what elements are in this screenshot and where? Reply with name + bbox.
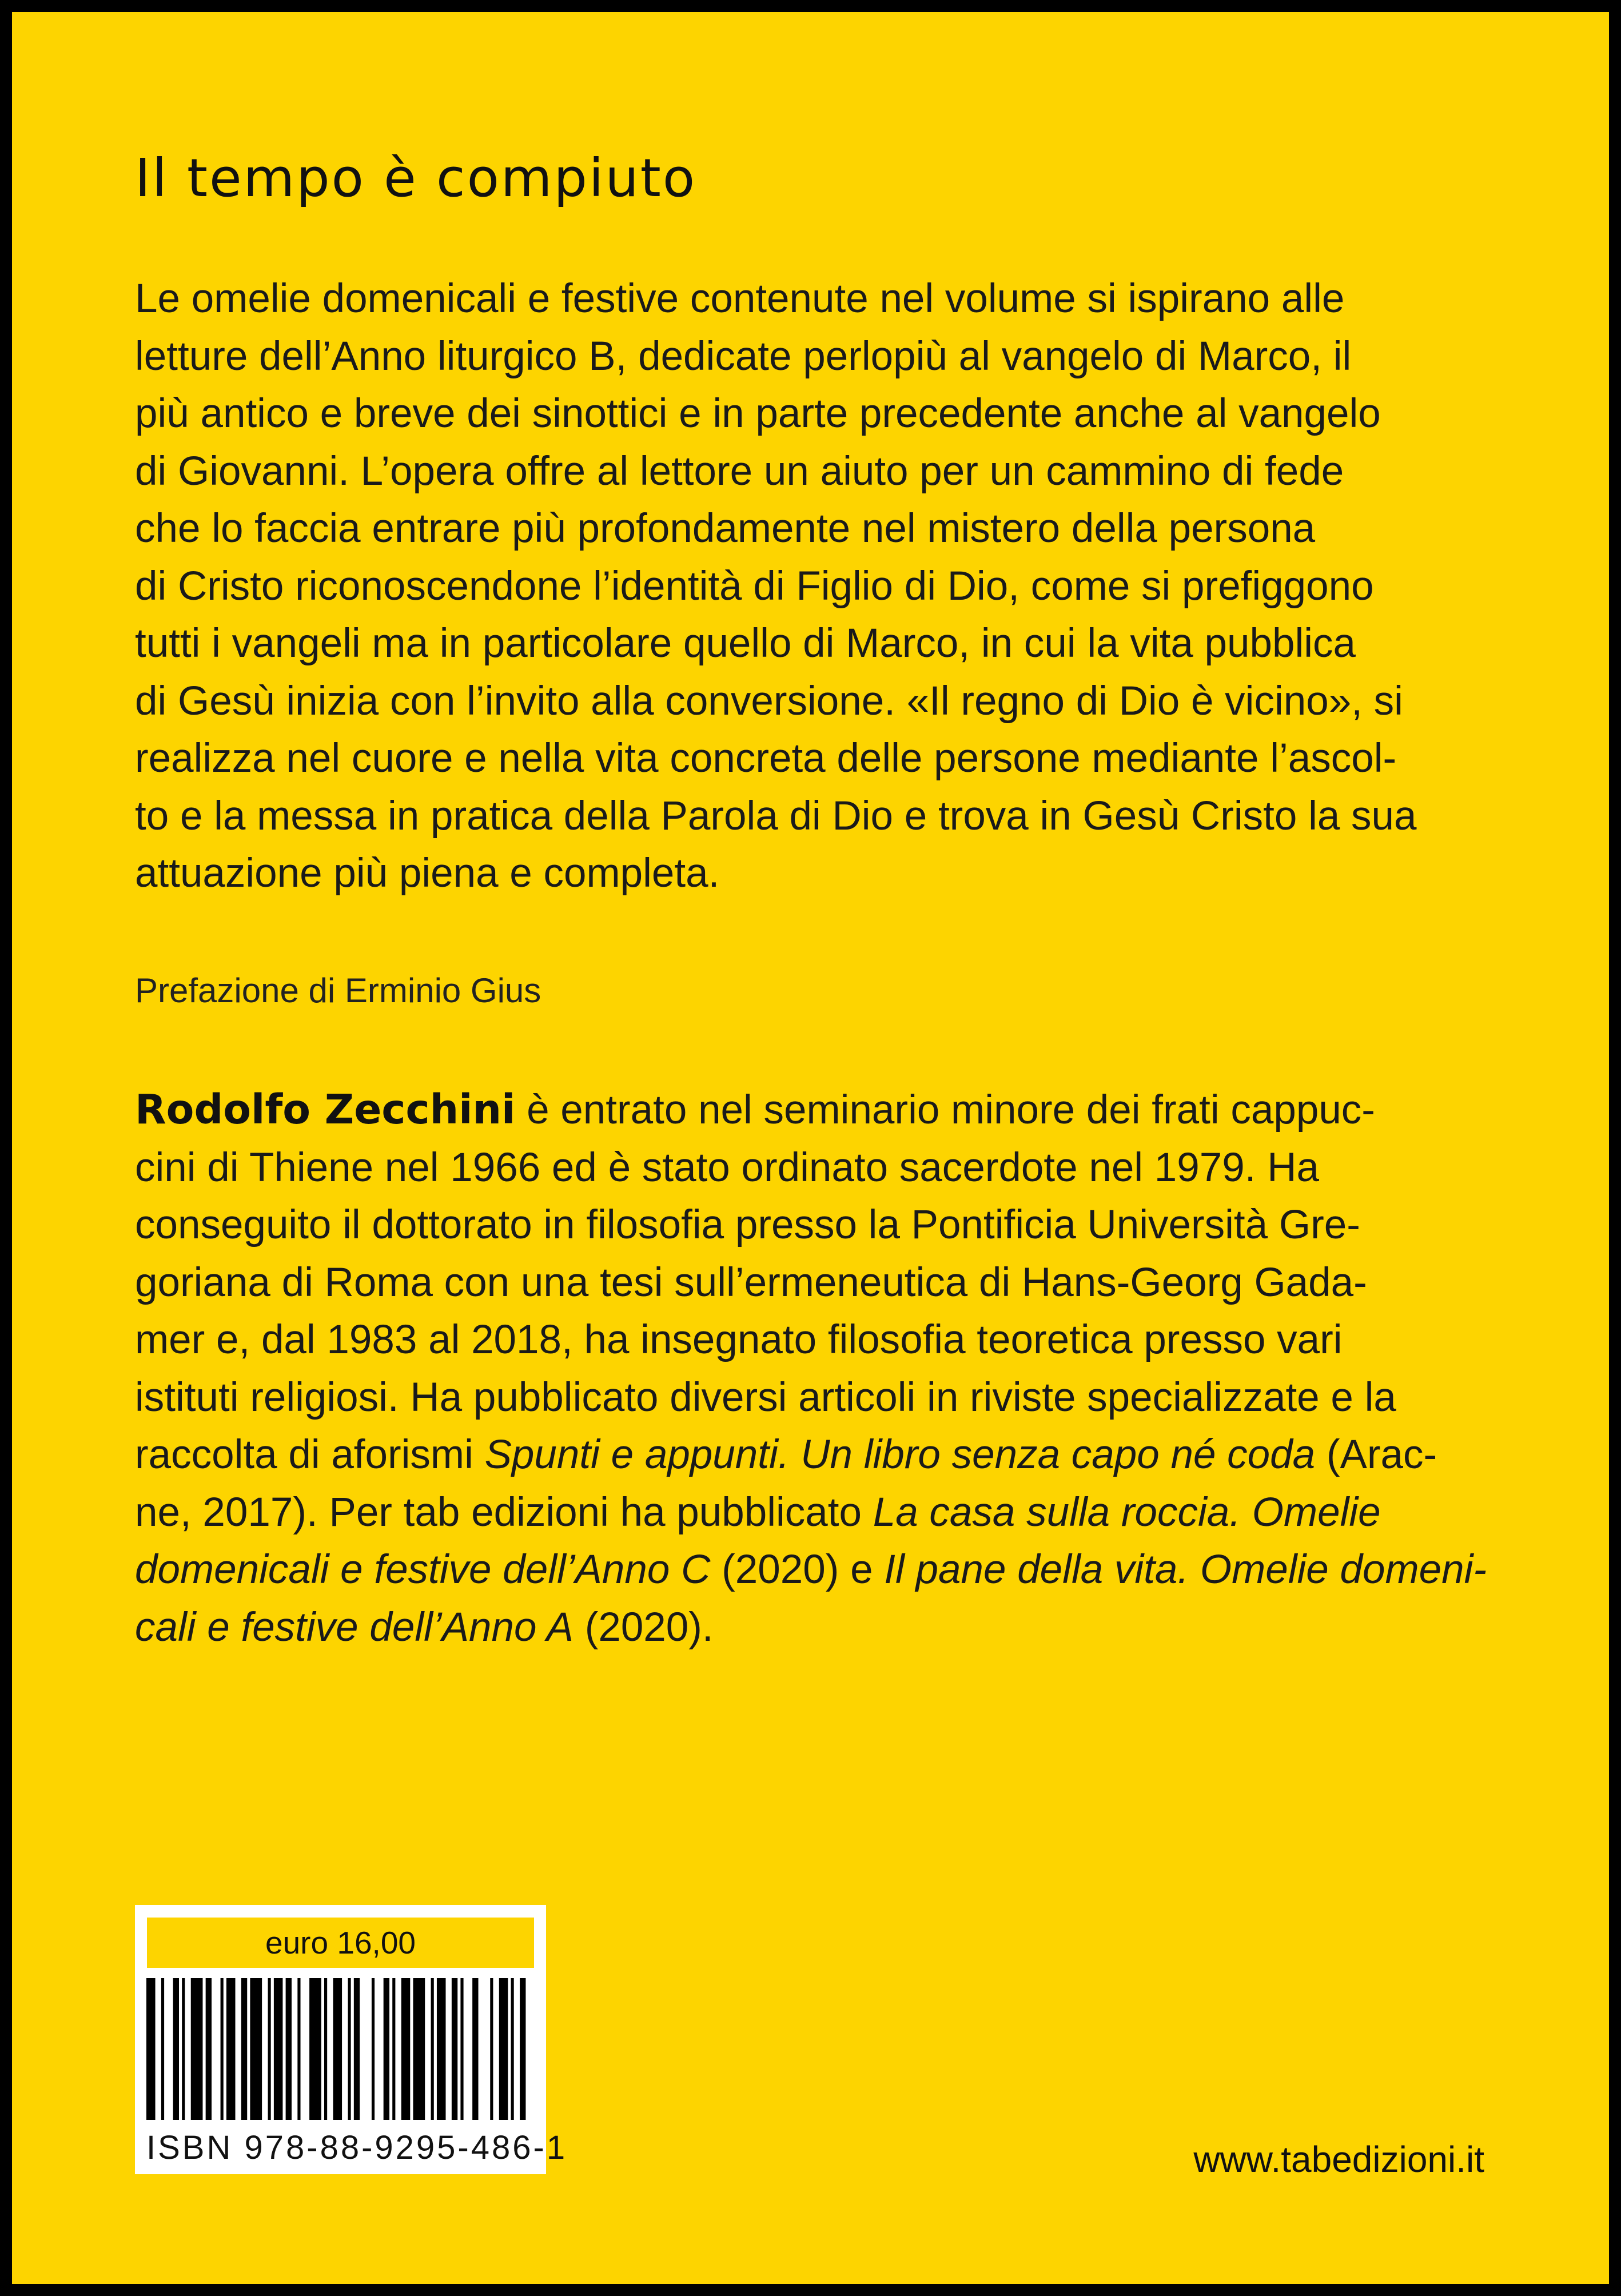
barcode-bar [274, 1978, 283, 2120]
bio-line: conseguito il dottorato in filosofia presso la Pontificia Università Gre- [135, 1202, 1360, 1247]
barcode-bar [191, 1978, 203, 2120]
barcode-bar [401, 1978, 411, 2120]
bio-line [135, 1599, 1503, 1657]
book-title-italic: Spunti e appunti. Un libro senza capo né coda [484, 1432, 1316, 1477]
barcode-bar [206, 1978, 212, 2120]
bio-line: istituti religiosi. Ha pubblicato diversi articoli in riviste specializzate e la [135, 1374, 1396, 1420]
barcode-bar [226, 1978, 236, 2120]
bio-line: cini di Thiene nel 1966 ed è stato ordinato sacerdote nel 1979. Ha [135, 1145, 1319, 1190]
description-line: di Giovanni. L’opera offre al lettore un aiuto per un cammino di fede [135, 448, 1344, 494]
barcode-bar [173, 1978, 179, 2120]
barcode-bar [511, 1978, 514, 2120]
barcode-bar [182, 1978, 185, 2120]
book-title-italic: Il pane della vita. Omelie domeni- [884, 1547, 1487, 1592]
preface-credit: Prefazione di Erminio Gius [135, 971, 541, 1010]
description-line: che lo faccia entrare più profondamente nel mistero della persona [135, 506, 1316, 551]
bio-line [135, 1484, 1503, 1542]
description-line: realizza nel cuore e nella vita concreta delle persone mediante l’ascol- [135, 736, 1397, 781]
barcode-bar [297, 1978, 300, 2120]
barcode-bar [472, 1978, 478, 2120]
bio-text: ne, 2017). Per tab edizioni ha pubblicato [135, 1489, 873, 1535]
barcode-bar [413, 1978, 425, 2120]
barcode-bar [499, 1978, 508, 2120]
description-line: letture dell’Anno liturgico B, dedicate perlopiù al vangelo di Marco, il [135, 333, 1352, 379]
barcode-bar [348, 1978, 351, 2120]
isbn-number: ISBN 978-88-9295-486-1 [146, 2129, 568, 2166]
barcode-bar [146, 1978, 156, 2120]
barcode [146, 1978, 535, 2120]
book-title-italic: cali e festive dell’Anno A [135, 1604, 573, 1650]
bio-line: mer e, dal 1983 al 2018, ha insegnato filosofia teoretica presso vari [135, 1317, 1343, 1362]
description-line: Le omelie domenicali e festive contenute nel volume si ispirano alle [135, 276, 1345, 321]
barcode-bar [286, 1978, 292, 2120]
barcode-bar [431, 1978, 434, 2120]
description-line: più antico e breve dei sinottici e in parte precedente anche al vangelo [135, 391, 1381, 436]
bio-text: è entrato nel seminario minore dei frati cappuc- [515, 1087, 1375, 1133]
barcode-bar [309, 1978, 321, 2120]
description-line: di Gesù inizia con l’invito alla conversione. «Il regno di Dio è vicino», si [135, 678, 1403, 724]
barcode-label [135, 1905, 568, 2174]
barcode-bar [392, 1978, 395, 2120]
description [135, 270, 1503, 903]
barcode-bar [384, 1978, 389, 2120]
back-cover [12, 12, 1609, 2284]
barcode-bar [452, 1978, 457, 2120]
description-line: tutti i vangeli ma in particolare quello di Marco, in cui la vita pubblica [135, 621, 1356, 666]
book-title-italic: domenicali e festive dell’Anno C [135, 1547, 711, 1592]
barcode-bar [354, 1978, 360, 2120]
barcode-bar [372, 1978, 375, 2120]
barcode-bar [520, 1978, 525, 2120]
barcode-bar [437, 1978, 446, 2120]
barcode-bar [241, 1978, 247, 2120]
bio-text: (2020). [573, 1604, 714, 1650]
author-bio [135, 1081, 1503, 1656]
bio-line [135, 1426, 1503, 1484]
barcode-bar [161, 1978, 164, 2120]
author-name: Rodolfo Zecchini [135, 1086, 516, 1133]
bio-text: raccolta di aforismi [135, 1432, 485, 1477]
price-label: euro 16,00 [147, 1918, 534, 1968]
publisher-website: www.tabedizioni.it [1193, 2139, 1484, 2180]
barcode-bar [333, 1978, 342, 2120]
bio-line: goriana di Roma con una tesi sull’ermeneutica di Hans-Georg Gada- [135, 1259, 1367, 1305]
barcode-bar [221, 1978, 224, 2120]
barcode-bar [460, 1978, 463, 2120]
bio-line [135, 1541, 1503, 1599]
book-title: Il tempo è compiuto [135, 148, 697, 209]
description-line: attuazione più piena e completa. [135, 851, 720, 896]
barcode-bar [490, 1978, 493, 2120]
bio-line [135, 1081, 1503, 1139]
bio-text: (2020) e [710, 1547, 885, 1592]
barcode-bar [324, 1978, 327, 2120]
book-title-italic: La casa sulla roccia. Omelie [873, 1489, 1381, 1535]
barcode-bar [268, 1978, 271, 2120]
bio-text: (Arac- [1315, 1432, 1437, 1477]
barcode-bar [250, 1978, 262, 2120]
description-line: to e la messa in pratica della Parola di Dio e trova in Gesù Cristo la sua [135, 793, 1417, 839]
description-line: di Cristo riconoscendone l’identità di Figlio di Dio, come si prefiggono [135, 563, 1374, 609]
